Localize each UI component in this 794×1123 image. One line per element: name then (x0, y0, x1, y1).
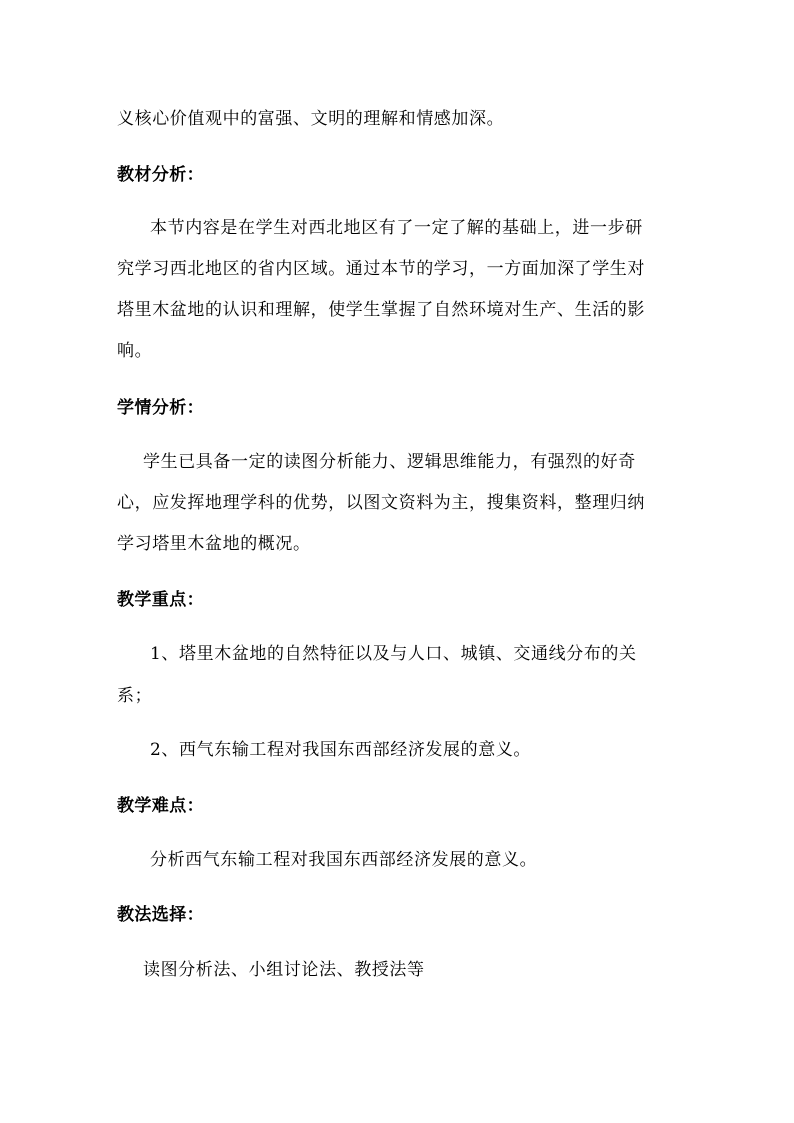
paragraph-line: 读图分析法、小组讨论法、教授法等 (143, 960, 425, 980)
section-heading-key-points: 教学重点： (117, 590, 204, 610)
paragraph-line: 本节内容是在学生对西北地区有了一定了解的基础上，进一步研 (150, 218, 643, 238)
paragraph-line: 分析西气东输工程对我国东西部经济发展的意义。 (150, 850, 538, 870)
list-item: 2、西气东输工程对我国东西部经济发展的意义。 (150, 740, 532, 760)
paragraph-line: 响。 (117, 341, 153, 361)
paragraph-line: 学习塔里木盆地的概况。 (117, 534, 311, 554)
list-item-continuation: 系； (117, 686, 153, 706)
list-item: 1、塔里木盆地的自然特征以及与人口、城镇、交通线分布的关 (150, 644, 637, 664)
section-heading-material-analysis: 教材分析： (117, 165, 204, 185)
paragraph-line: 学生已具备一定的读图分析能力、逻辑思维能力，有强烈的好奇 (143, 452, 636, 472)
section-heading-methods: 教法选择： (117, 905, 204, 925)
paragraph-line: 究学习西北地区的省内区域。通过本节的学习，一方面加深了学生对 (117, 259, 645, 279)
paragraph-line: 塔里木盆地的认识和理解，使学生掌握了自然环境对生产、生活的影 (117, 300, 645, 320)
section-heading-difficult-points: 教学难点： (117, 796, 204, 816)
paragraph-line: 心，应发挥地理学科的优势，以图文资料为主，搜集资料，整理归纳 (117, 493, 645, 513)
paragraph-line: 义核心价值观中的富强、文明的理解和情感加深。 (117, 109, 505, 129)
section-heading-learner-analysis: 学情分析： (117, 398, 204, 418)
